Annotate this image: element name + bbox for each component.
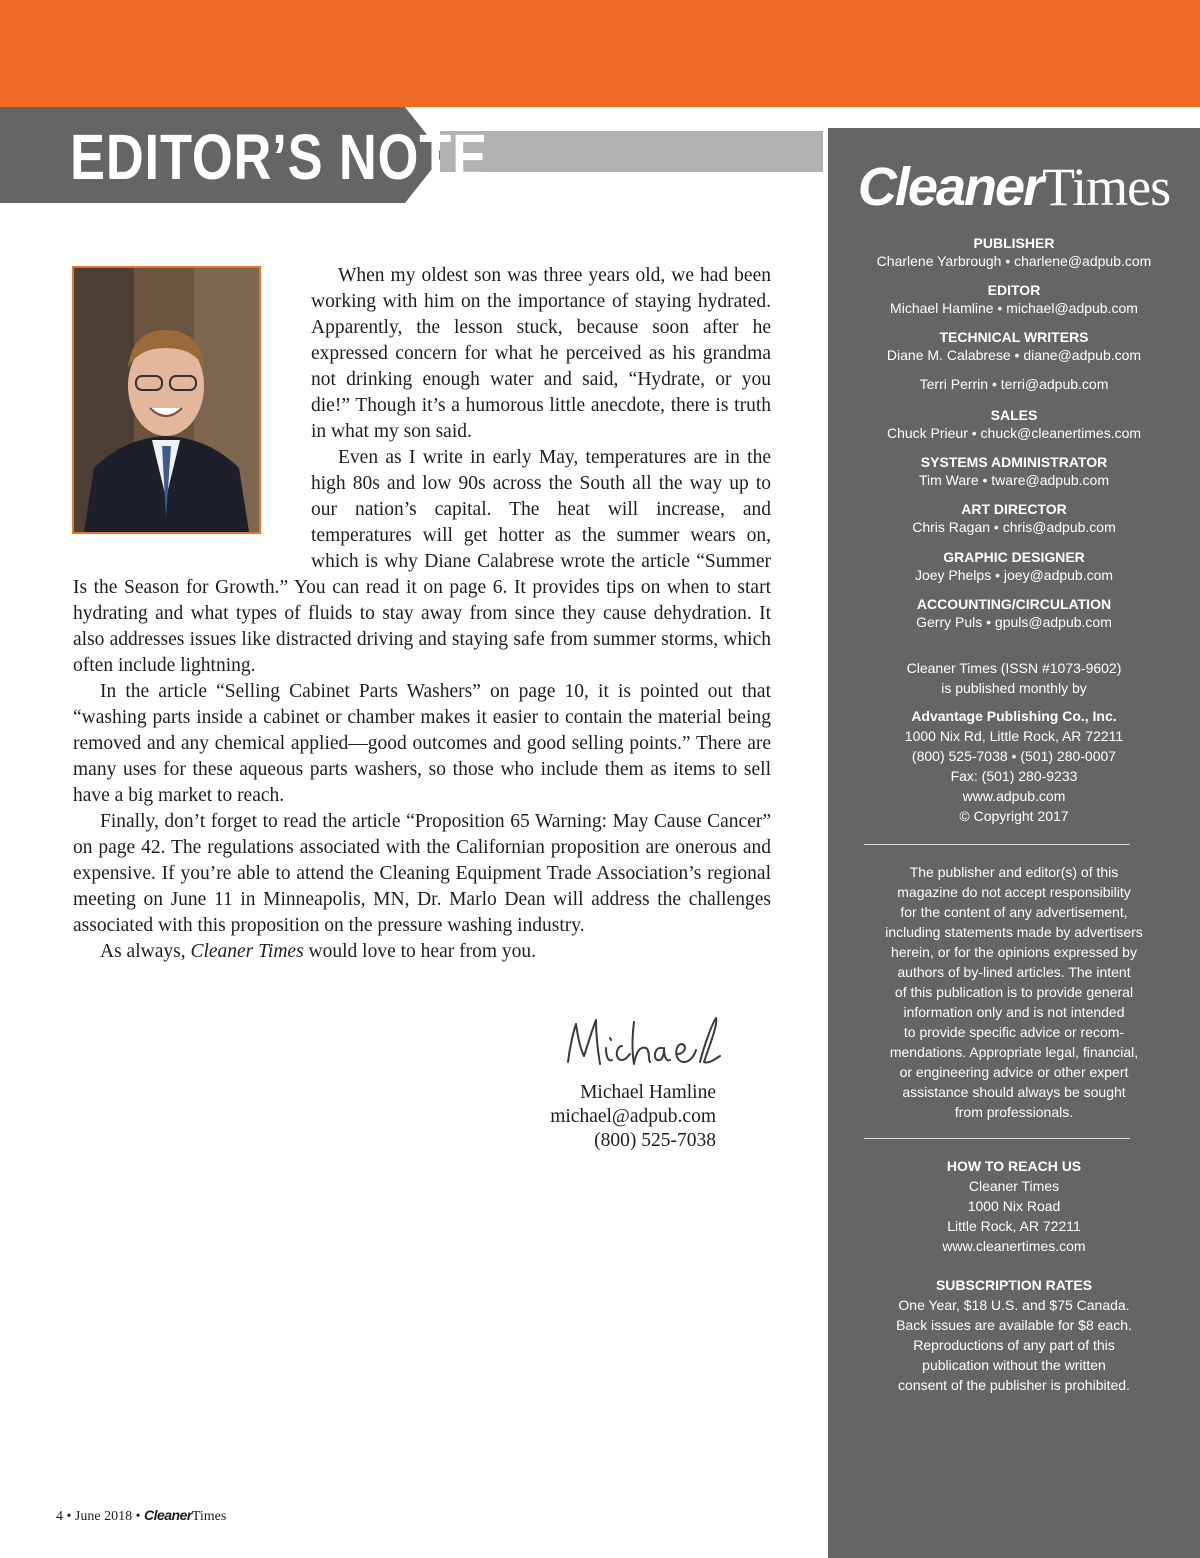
divider	[864, 844, 1130, 845]
logo-word-cleaner: Cleaner	[857, 157, 1043, 217]
disclaimer-line: to provide specific advice or recom-	[903, 1024, 1125, 1040]
masthead-contact: Diane M. Calabrese • diane@adpub.com	[886, 347, 1142, 363]
masthead-entry-publisher	[828, 234, 1200, 270]
masthead-role: PUBLISHER	[973, 235, 1055, 251]
publisher-fax: Fax: (501) 280-9233	[950, 768, 1078, 784]
author-email: michael@adpub.com	[550, 1106, 716, 1127]
disclaimer-line: of this publication is to provide general	[894, 984, 1134, 1000]
publisher-address: 1000 Nix Rd, Little Rock, AR 72211	[904, 728, 1124, 744]
article-paragraph: When my oldest son was three years old, we had been working with him on the importance of staying hydrated. Apparently, the lesson stuck, because soon after he expressed concern for what he perceived as his grandma not drinking enough water and said, “Hydrate, or you die!” Though it’s a humorous little anecdote, there is truth in what my son said.	[311, 265, 771, 442]
masthead-contact: Charlene Yarbrough • charlene@adpub.com	[876, 253, 1152, 269]
masthead-entry-technical-writers	[828, 328, 1200, 364]
masthead-contact: Terri Perrin • terri@adpub.com	[919, 376, 1109, 392]
author-signoff	[440, 1081, 716, 1153]
masthead-entry-editor	[828, 281, 1200, 317]
how-to-reach-us	[828, 1156, 1200, 1256]
masthead-role: TECHNICAL WRITERS	[939, 329, 1089, 345]
article-paragraph: Finally, don’t forget to read the article “Proposition 65 Warning: May Cause Cancer” on page 42. The regulations associated with the Californian proposition are onerous and expensive. If you’re able to attend the Cleaning Equipment Trade Association’s regional meeting on June 11 in Minneapolis, MN, Dr. Marlo Dean will address the challenges associated with this proposition on the pressure washing industry.	[73, 811, 771, 936]
section-heading: SUBSCRIPTION RATES	[935, 1277, 1093, 1293]
masthead-entry-sales	[828, 406, 1200, 442]
masthead-entry-accounting	[828, 595, 1200, 631]
masthead-entry-graphic-designer	[828, 548, 1200, 584]
logo-word-times: Times	[1042, 157, 1171, 217]
published-by-line: is published monthly by	[941, 680, 1087, 696]
section-heading: HOW TO REACH US	[946, 1158, 1082, 1174]
disclaimer-line: including statements made by advertisers	[885, 924, 1143, 940]
masthead-contact: Joey Phelps • joey@adpub.com	[914, 567, 1114, 583]
publication-name: Cleaner Times	[190, 941, 304, 962]
photo-wrap-spacer	[73, 263, 311, 560]
subscription-line: One Year, $18 U.S. and $75 Canada.	[898, 1297, 1130, 1313]
closing-prefix: As always,	[100, 941, 191, 962]
masthead-role: SALES	[990, 407, 1038, 423]
copyright-line: © Copyright 2017	[959, 808, 1069, 824]
footer-brand-cleaner: Cleaner	[143, 1507, 192, 1523]
article-paragraph: In the article “Selling Cabinet Parts Washers” on page 10, it is pointed out that “washing parts inside a cabinet or chamber makes it easier to contain the material being removed and any chemical applied—good outcomes and good selling points.” There are many uses for these aqueous parts washers, so those who include them as items to sell have a big market to reach.	[73, 681, 771, 806]
page-footer	[56, 1507, 226, 1525]
disclaimer-line: herein, or for the opinions expressed by	[891, 944, 1137, 960]
publisher-company: Advantage Publishing Co., Inc.	[911, 708, 1117, 724]
masthead-role: EDITOR	[987, 282, 1041, 298]
article-paragraph: Even as I write in early May, temperatures are in the high 80s and low 90s across the South all the way up to our nation’s capital. The heat will increase, and temperatures will get hotter as the summer wears on, which is why Diane Calabrese wrote the article “Summer Is the Season for Growth.” You can read it on page 6. It provides tips on when to start hydrating and what types of fluids to stay away from since they cause dehydration. It also addresses issues like distracted driving and staying safe from summer storms, which often include lightning.	[73, 447, 771, 676]
subscription-line: consent of the publisher is prohibited.	[898, 1377, 1130, 1393]
masthead-entry-art-director	[828, 500, 1200, 536]
subscription-line: Back issues are available for $8 each.	[896, 1317, 1132, 1333]
disclaimer-line: assistance should always be sought	[902, 1084, 1126, 1100]
disclaimer-line: authors of by-lined articles. The intent	[897, 964, 1131, 980]
disclaimer-line: from professionals.	[954, 1104, 1074, 1120]
masthead-sidebar	[828, 128, 1200, 1558]
page-issue-info: 4 • June 2018 •	[56, 1509, 144, 1524]
disclaimer-line: The publisher and editor(s) of this	[909, 864, 1119, 880]
footer-brand-times: Times	[191, 1509, 227, 1524]
publication-logo	[828, 156, 1200, 218]
author-name: Michael Hamline	[580, 1082, 716, 1103]
masthead-contact: Chuck Prieur • chuck@cleanertimes.com	[886, 425, 1142, 441]
reach-line: 1000 Nix Road	[967, 1198, 1061, 1214]
issn-line: Cleaner Times (ISSN #1073-9602)	[906, 660, 1122, 676]
reach-line: www.cleanertimes.com	[942, 1238, 1086, 1254]
masthead-role: ACCOUNTING/CIRCULATION	[916, 596, 1112, 612]
masthead-contact: Michael Hamline • michael@adpub.com	[890, 300, 1138, 316]
masthead-entry-technical-writer-2	[828, 375, 1200, 393]
divider	[864, 1138, 1130, 1139]
masthead-role: ART DIRECTOR	[961, 501, 1067, 517]
page-title: EDITOR’S NOTE	[70, 121, 488, 193]
disclaimer-line: information only and is not intended	[903, 1004, 1125, 1020]
publisher-phones: (800) 525-7038 • (501) 280-0007	[911, 748, 1117, 764]
masthead-entry-systems-admin	[828, 453, 1200, 489]
masthead-role: SYSTEMS ADMINISTRATOR	[920, 454, 1108, 470]
subscription-line: Reproductions of any part of this	[913, 1337, 1115, 1353]
disclaimer-line: magazine do not accept responsibility	[897, 884, 1131, 900]
closing-line	[73, 939, 771, 965]
reach-line: Cleaner Times	[968, 1178, 1060, 1194]
masthead-contact: Chris Ragan • chris@adpub.com	[912, 519, 1116, 535]
reach-line: Little Rock, AR 72211	[947, 1218, 1081, 1234]
publication-info	[828, 658, 1200, 826]
article-body	[73, 263, 771, 965]
title-accent-strip	[440, 131, 823, 172]
author-signature	[560, 1010, 730, 1075]
disclaimer-line: for the content of any advertisement,	[900, 904, 1128, 920]
disclaimer-line: or engineering advice or other expert	[899, 1064, 1129, 1080]
masthead-contact: Gerry Puls • gpuls@adpub.com	[916, 614, 1112, 630]
disclaimer	[828, 862, 1200, 1122]
top-color-band	[0, 0, 1200, 107]
masthead-contact: Tim Ware • tware@adpub.com	[918, 472, 1110, 488]
subscription-rates	[828, 1275, 1200, 1395]
subscription-line: publication without the written	[922, 1357, 1106, 1373]
publisher-website: www.adpub.com	[962, 788, 1066, 804]
author-phone: (800) 525-7038	[594, 1130, 716, 1151]
closing-suffix: would love to hear from you.	[303, 941, 536, 962]
masthead-role: GRAPHIC DESIGNER	[943, 549, 1085, 565]
disclaimer-line: mendations. Appropriate legal, financial,	[889, 1044, 1139, 1060]
